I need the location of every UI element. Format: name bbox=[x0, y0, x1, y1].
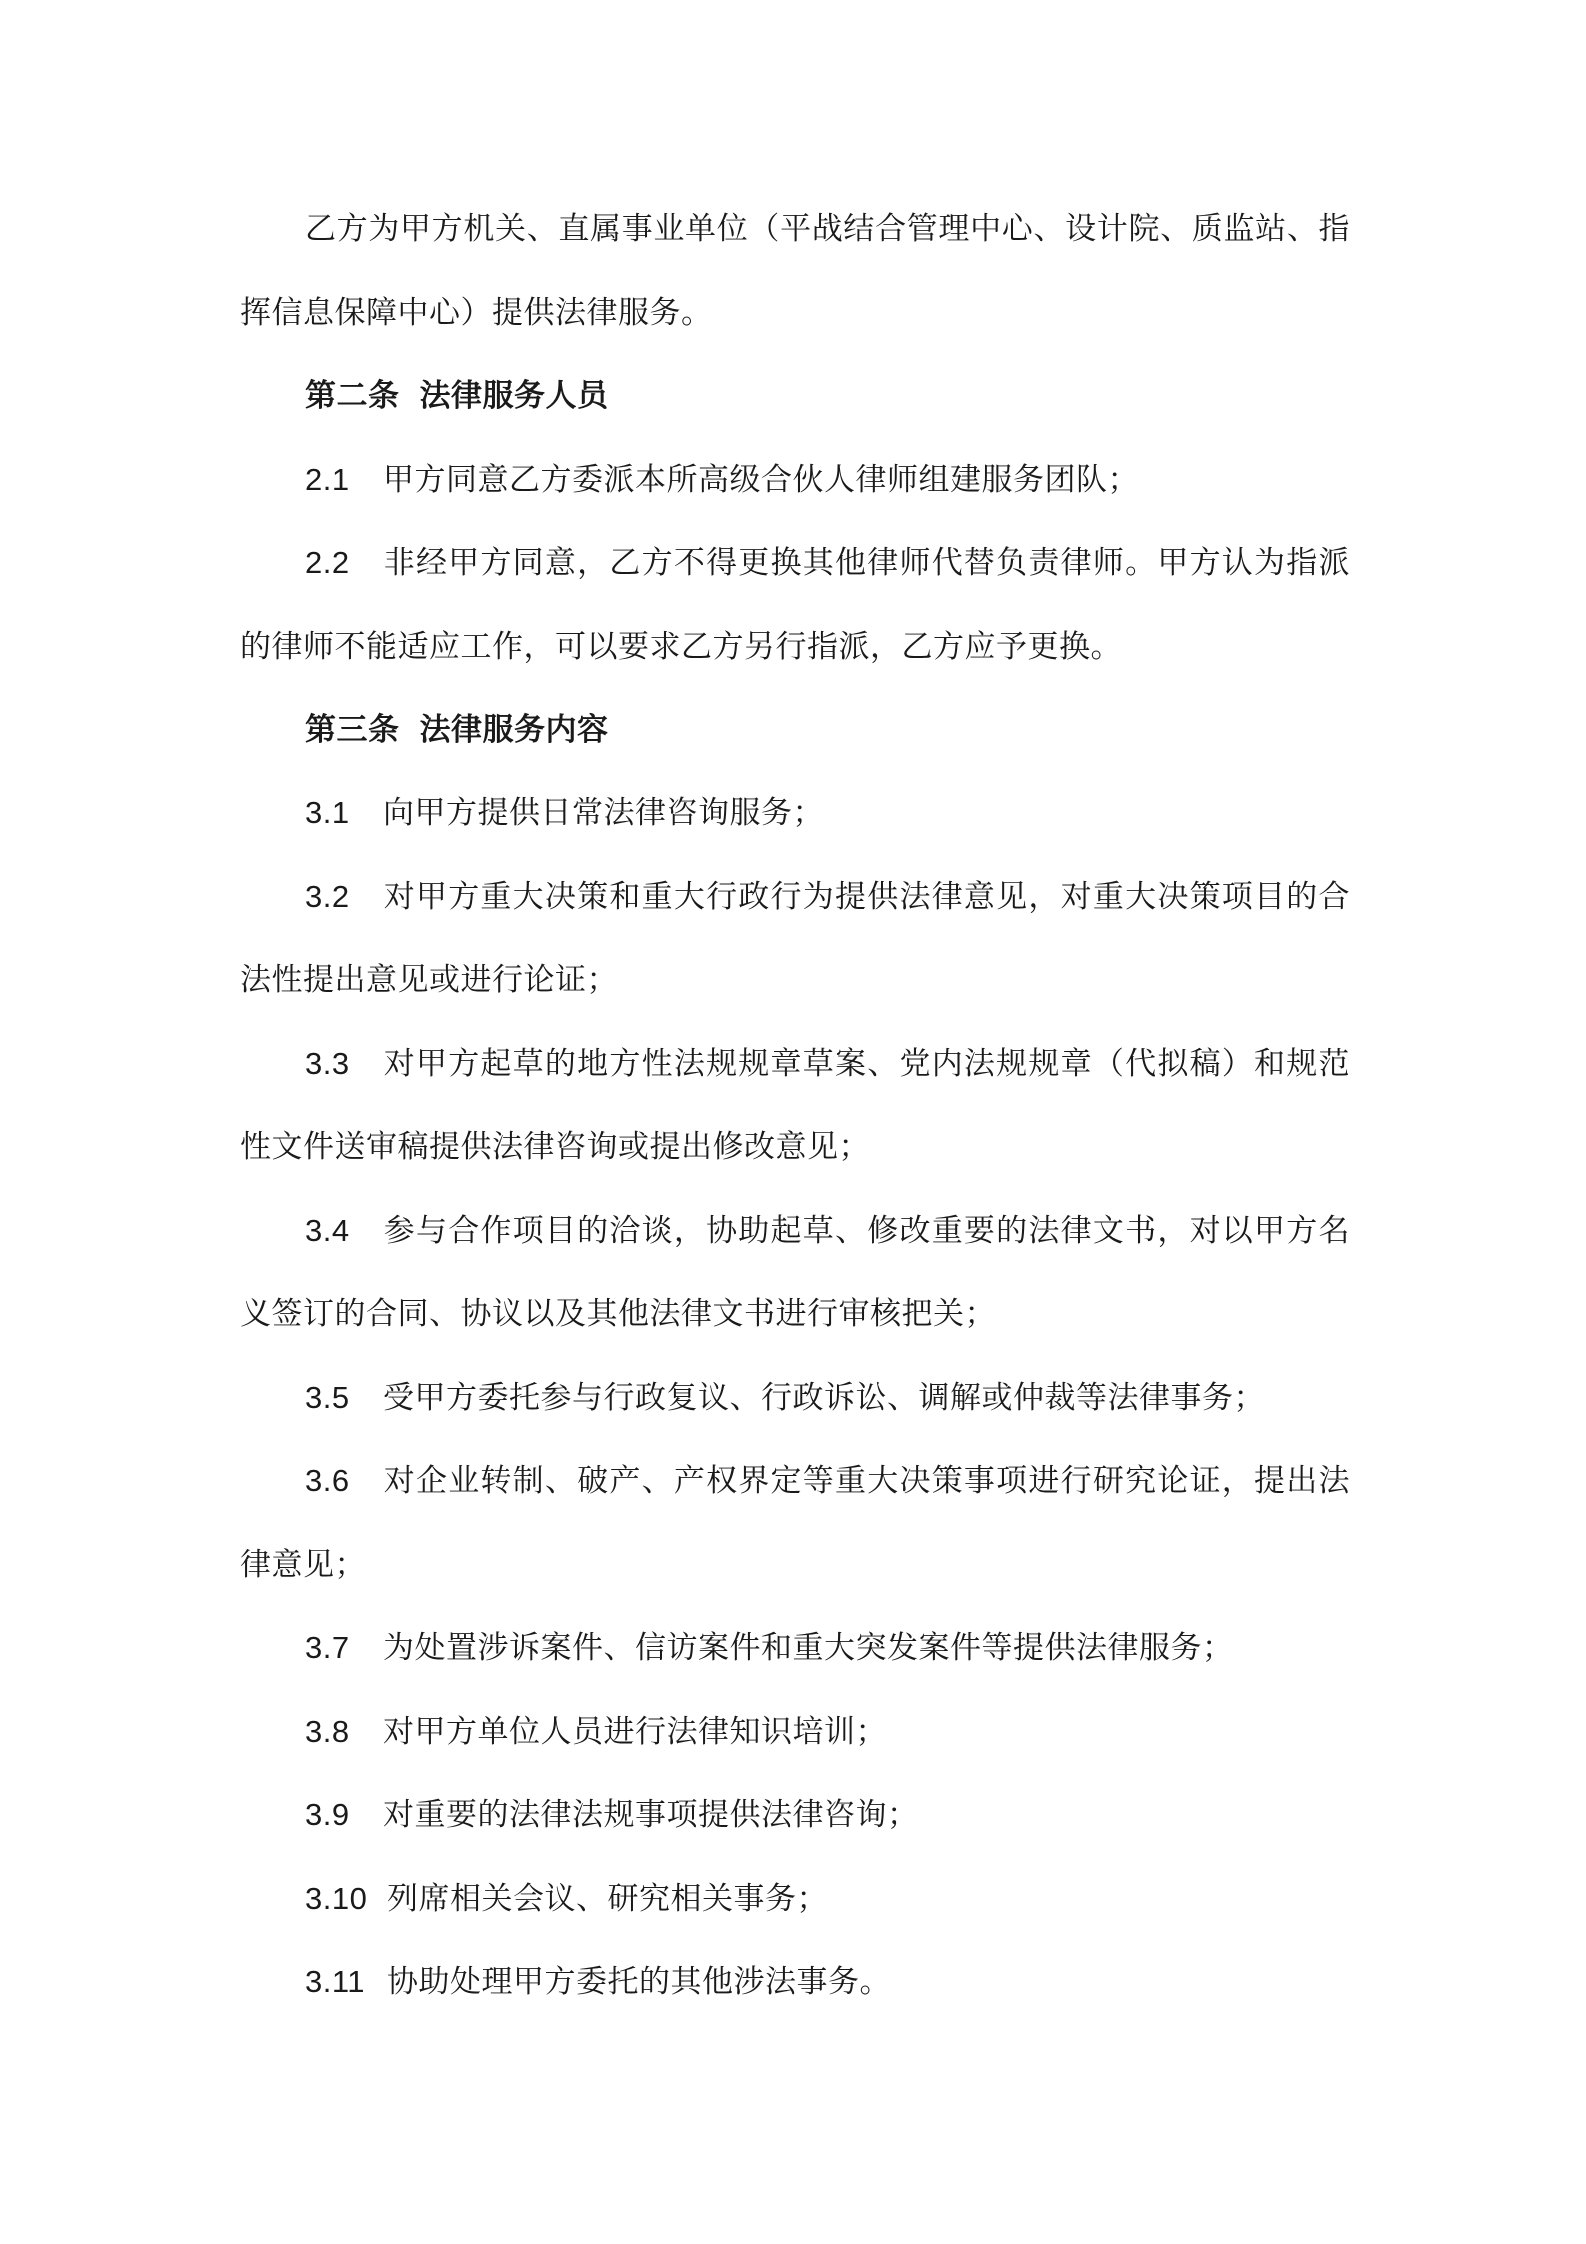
clause-text: 受甲方委托参与行政复议、行政诉讼、调解或仲裁等法律事务； bbox=[383, 1380, 1265, 1416]
clause-number: 3.1 bbox=[305, 795, 350, 830]
clause-text: 参与合作项目的洽谈，协助起草、修改重要的法律文书，对以甲方名 bbox=[383, 1213, 1350, 1249]
clause-number: 3.8 bbox=[305, 1714, 350, 1749]
clause-text: 列席相关会议、研究相关事务； bbox=[387, 1881, 828, 1917]
clause-3-11 bbox=[305, 1962, 1350, 2002]
clause-3-3-line-1 bbox=[305, 1044, 1350, 1084]
clause-2-2-line-2: 的律师不能适应工作，可以要求乙方另行指派，乙方应予更换。 bbox=[240, 629, 1122, 665]
clause-text: 对企业转制、破产、产权界定等重大决策事项进行研究论证，提出法 bbox=[383, 1463, 1350, 1499]
clause-text: 为处置涉诉案件、信访案件和重大突发案件等提供法律服务； bbox=[383, 1630, 1234, 1666]
clause-text: 对甲方单位人员进行法律知识培训； bbox=[383, 1714, 887, 1750]
clause-number: 3.7 bbox=[305, 1630, 350, 1665]
clause-2-2-line-1 bbox=[305, 543, 1350, 583]
article-2-title: 法律服务人员 bbox=[419, 378, 609, 414]
article-3-heading bbox=[305, 710, 1350, 750]
clause-3-9 bbox=[305, 1795, 1350, 1835]
article-3-number: 第三条 bbox=[305, 712, 400, 748]
clause-text: 向甲方提供日常法律咨询服务； bbox=[383, 795, 824, 831]
clause-3-1 bbox=[305, 793, 1350, 833]
clause-2-1 bbox=[305, 460, 1350, 500]
clause-number: 3.6 bbox=[305, 1463, 350, 1498]
clause-3-4-line-1 bbox=[305, 1211, 1350, 1251]
clause-3-7 bbox=[305, 1628, 1350, 1668]
article-3-title: 法律服务内容 bbox=[419, 712, 609, 748]
clause-text: 对甲方重大决策和重大行政行为提供法律意见，对重大决策项目的合 bbox=[383, 879, 1350, 915]
clause-text: 协助处理甲方委托的其他涉法事务。 bbox=[387, 1964, 891, 2000]
article-2-heading bbox=[305, 376, 1350, 416]
intro-paragraph-line-2: 挥信息保障中心）提供法律服务。 bbox=[240, 295, 713, 331]
intro-paragraph-line-1: 乙方为甲方机关、直属事业单位（平战结合管理中心、设计院、质监站、指 bbox=[305, 211, 1350, 247]
clause-3-2-line-2: 法性提出意见或进行论证； bbox=[240, 962, 618, 998]
clause-3-4-line-2: 义签订的合同、协议以及其他法律文书进行审核把关； bbox=[240, 1296, 996, 1332]
clause-3-6-line-2: 律意见； bbox=[240, 1547, 366, 1583]
clause-number: 3.5 bbox=[305, 1380, 350, 1415]
clause-number: 2.2 bbox=[305, 545, 350, 580]
clause-number: 3.10 bbox=[305, 1881, 368, 1916]
clause-3-8 bbox=[305, 1712, 1350, 1752]
clause-3-6-line-1 bbox=[305, 1461, 1350, 1501]
clause-number: 3.2 bbox=[305, 879, 350, 914]
clause-3-2-line-1 bbox=[305, 877, 1350, 917]
clause-text: 非经甲方同意，乙方不得更换其他律师代替负责律师。甲方认为指派 bbox=[383, 545, 1350, 581]
clause-number: 3.9 bbox=[305, 1797, 350, 1832]
article-2-number: 第二条 bbox=[305, 378, 400, 414]
clause-number: 2.1 bbox=[305, 462, 350, 497]
clause-3-10 bbox=[305, 1879, 1350, 1919]
clause-3-3-line-2: 性文件送审稿提供法律咨询或提出修改意见； bbox=[240, 1129, 870, 1165]
clause-number: 3.3 bbox=[305, 1046, 350, 1081]
clause-number: 3.4 bbox=[305, 1213, 350, 1248]
clause-text: 对重要的法律法规事项提供法律咨询； bbox=[383, 1797, 919, 1833]
clause-text: 对甲方起草的地方性法规规章草案、党内法规规章（代拟稿）和规范 bbox=[383, 1046, 1350, 1082]
clause-number: 3.11 bbox=[305, 1964, 366, 1999]
clause-3-5 bbox=[305, 1378, 1350, 1418]
clause-text: 甲方同意乙方委派本所高级合伙人律师组建服务团队； bbox=[383, 462, 1139, 498]
